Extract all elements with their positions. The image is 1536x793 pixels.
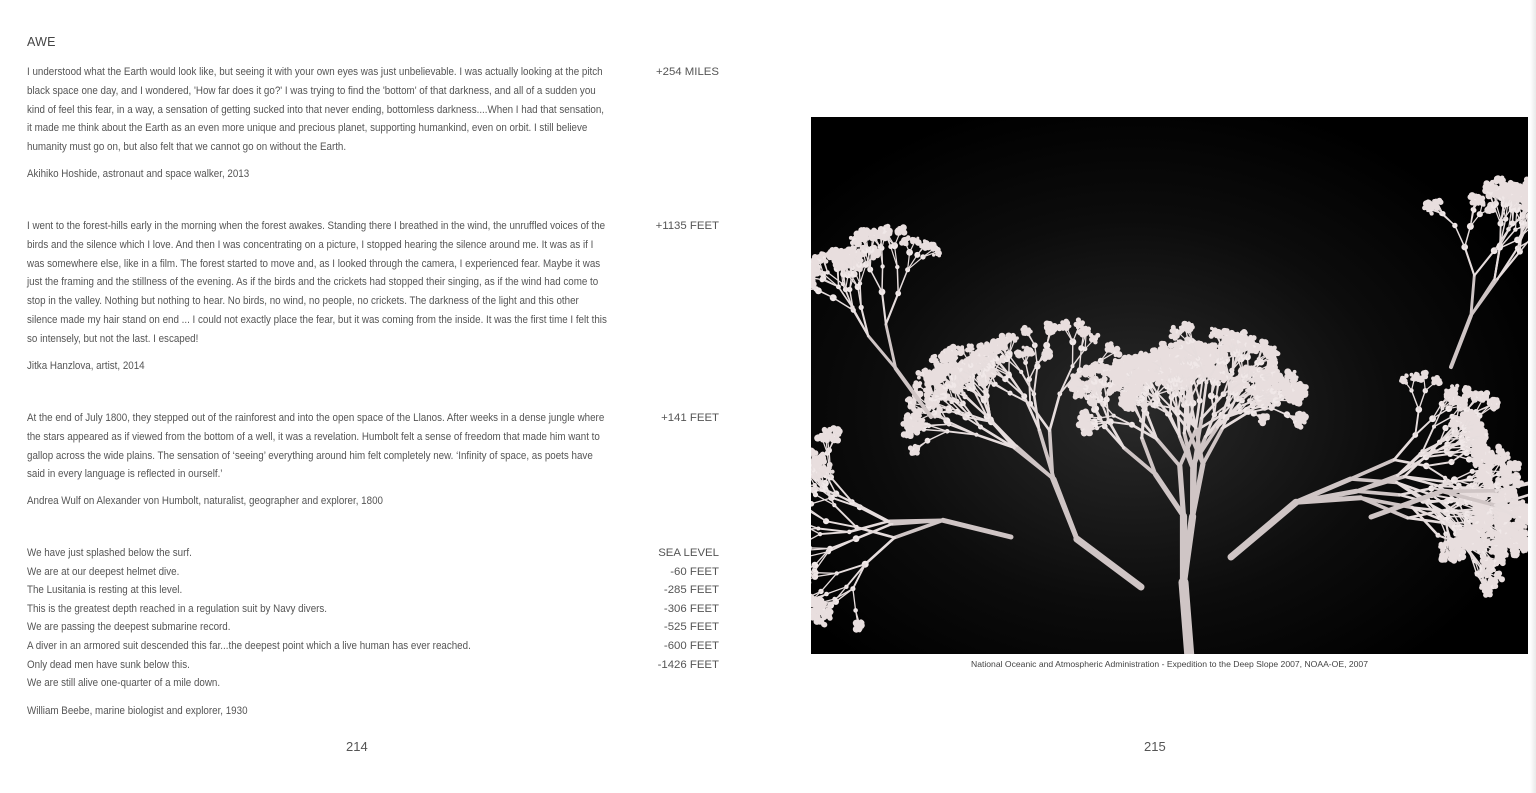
entry-text: I went to the forest-hills early in the morning when the forest awakes. Standing there I breathed in the wind, the unruffled voices of the birds and the silence which I love. And then I was concentrating on a picture, I stopped hearing the silence around me. It was as if I was somewhere else, like in a film. The forest started to move and, as I looked through the camera, I experienced fear. Maybe it was just the framing and the stillness of the evening. As if the birds and the crickets had stopped their singing, as if the wind had come to stop in the valley. Nothing but nothing to hear. No birds, no wind, no people, no crickets. The darkness of the light and this other silence made my hair stand on end ... I could not exactly place the fear, but it was coming from the inside. It was the first time I felt this so intensely, but not the last. I escaped! [27,220,607,345]
entry-text: At the end of July 1800, they stepped out of the rainforest and into the open space of the Llanos. After weeks in a dense jungle where the stars appeared as if viewed from the bottom of a well, it was a revelation. Humbolt felt a sense of freedom that made him want to gallop across the wide plains. The sensation of ‘seeing’ everything around him felt completely new. ‘Infinity of space, as poets have said in every language is reflected in ourself.’ [27,412,605,481]
section-title: AWE [27,35,56,49]
coral-photo [811,117,1528,654]
entry-altitude: +1135 FEET [655,220,719,232]
depth-row [27,656,719,675]
depth-attribution: William Beebe, marine biologist and explorer, 1930 [27,704,248,717]
depth-row [27,637,719,656]
depth-text: Only dead men have sunk below this. [27,658,190,671]
depth-row [27,581,719,600]
page-edge [1530,0,1536,793]
page-number-right: 215 [1144,739,1166,754]
depth-row [27,674,719,693]
right-page [768,0,1536,793]
depth-value: -306 FEET [663,602,719,615]
depth-text: This is the greatest depth reached in a regulation suit by Navy divers. [27,602,328,615]
entry-hanzlova [27,217,719,372]
depth-value: -525 FEET [663,621,719,634]
entry-altitude: +254 MILES [655,66,719,78]
entry-altitude: +141 FEET [661,412,719,424]
depth-row [27,563,719,582]
depth-text: We are passing the deepest submarine record. [27,621,231,634]
depth-text: A diver in an armored suit descended this far...the deepest point which a live human has ever reached. [27,639,471,652]
depth-row [27,600,719,619]
photo-caption: National Oceanic and Atmospheric Administration - Expedition to the Deep Slope 2007, NOAA-OE, 2007 [971,659,1368,669]
depth-text: We are at our deepest helmet dive. [27,565,180,578]
depth-list [27,544,719,717]
depth-value: -1426 FEET [657,658,719,671]
depth-value: -285 FEET [663,584,719,597]
depth-text: We are still alive one-quarter of a mile down. [27,677,221,690]
depth-value: -60 FEET [670,565,719,578]
depth-text: We have just splashed below the surf. [27,547,192,559]
depth-value: SEA LEVEL [658,547,719,559]
coral-image [811,117,1528,654]
depth-text: The Lusitania is resting at this level. [27,584,183,597]
page-number-left: 214 [346,739,368,754]
entry-text: I understood what the Earth would look like, but seeing it with your own eyes was just unbelievable. I was actually looking at the pitch black space one day, and I wondered, 'How far does it go?' I was trying to find the 'bottom' of that darkness, and all of a sudden you kind of feel this fear, in a way, a sensation of getting sucked into that never ending, bottomless darkness....When I had that sensation, it made me think about the Earth as an even more unique and precious planet, supporting humankind, even on orbit. I still believe humanity must go on, but also felt that we cannot go on without the Earth. [27,66,605,154]
depth-row [27,544,719,563]
depth-value: -600 FEET [663,639,719,652]
entry-attribution: Andrea Wulf on Alexander von Humbolt, naturalist, geographer and explorer, 1800 [27,495,383,508]
entry-hoshide [27,63,719,180]
entry-wulf [27,409,719,507]
entry-attribution: Jitka Hanzlova, artist, 2014 [27,359,145,372]
entry-attribution: Akihiko Hoshide, astronaut and space walker, 2013 [27,167,250,180]
depth-row [27,618,719,637]
